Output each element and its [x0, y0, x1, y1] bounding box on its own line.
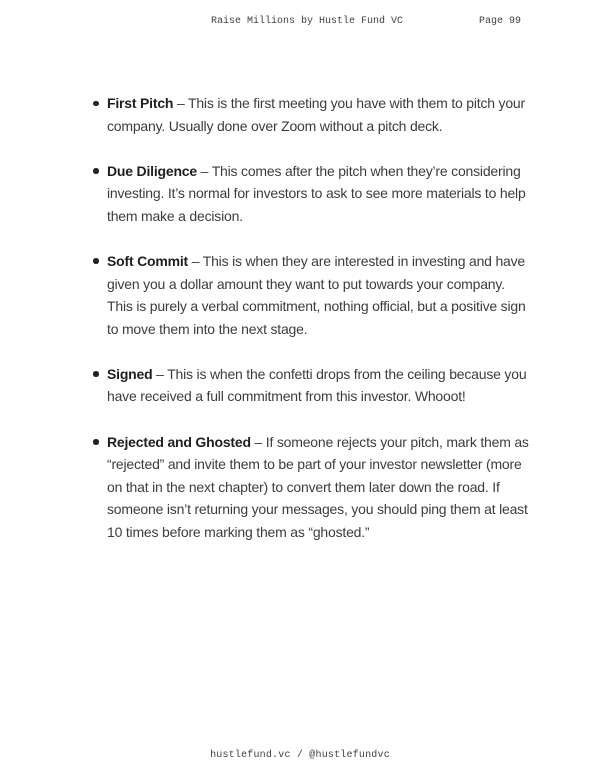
term-separator: – [152, 365, 168, 382]
term-separator: – [250, 433, 266, 450]
term-separator: – [188, 252, 203, 269]
bullet-dot-icon [93, 371, 99, 377]
stage-term: Rejected and Ghosted [107, 433, 251, 450]
list-item-first-pitch [107, 92, 531, 137]
bullet-dot-icon [93, 439, 99, 445]
stage-term: Signed [107, 365, 153, 382]
list-item-due-diligence [107, 160, 531, 228]
stage-term: First Pitch [107, 95, 174, 111]
bullet-dot-icon [93, 101, 99, 107]
footer-social-handles: hustlefund.vc / @hustlefundvc [210, 750, 390, 761]
pitch-stages-list [107, 92, 531, 566]
list-item-soft-commit [107, 250, 531, 340]
term-separator: – [196, 162, 212, 179]
page-number: Page 99 [479, 16, 522, 27]
list-item-signed [107, 363, 531, 408]
page-header [0, 0, 600, 40]
stage-description: If someone rejects your pitch, mark them as “rejected” and invite them to be part of your investor newsletter (more on that in the next chapter) to convert them later down the road. If someone isn’t returning your messages, you should ping them at least 10 times before marking them as “ghosted.” [107, 433, 529, 540]
bullet-dot-icon [93, 168, 99, 174]
stage-description: This is when they are interested in investing and have given you a dollar amount they want to put towards your company. This is purely a verbal commitment, nothing official, but a positive sign to move them into the next stage. [107, 252, 526, 337]
term-separator: – [173, 95, 188, 111]
stage-term: Due Diligence [107, 162, 197, 179]
stage-description: This comes after the pitch when they’re considering investing. It’s normal for investors to ask to see more materials to help them make a decision. [107, 162, 526, 224]
stage-description: This is the first meeting you have with them to pitch your company. Usually done over Zoom without a pitch deck. [107, 95, 525, 134]
bullet-dot-icon [93, 258, 99, 264]
list-item-rejected-and-ghosted [107, 431, 531, 544]
page-footer [0, 744, 600, 762]
book-title: Raise Millions by Hustle Fund VC [211, 16, 404, 27]
stage-term: Soft Commit [107, 252, 189, 269]
stage-description: This is when the confetti drops from the ceiling because you have received a full commitment from this investor. Whooot! [107, 365, 527, 405]
